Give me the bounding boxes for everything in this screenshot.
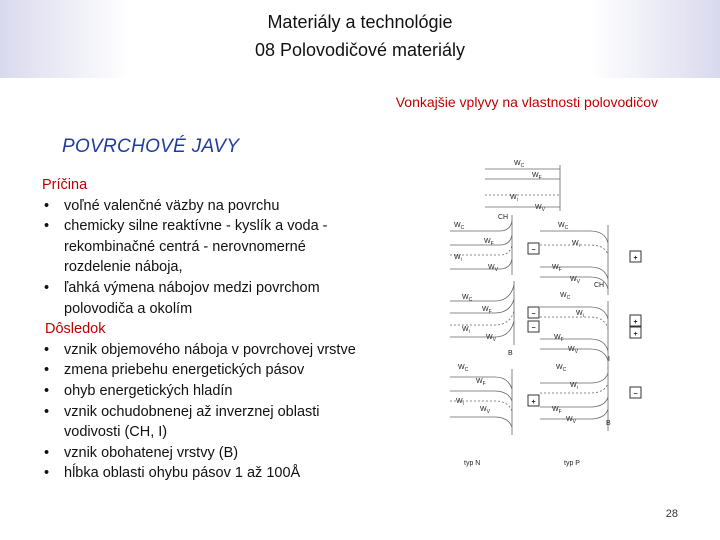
slide-subtitle: Vonkajšie vplyvy na vlastnosti polovodičov [395,94,658,110]
body-text [42,175,422,484]
bullet: • [44,279,50,296]
effect-item-4-cont: vodivosti (CH, I) [64,424,168,441]
plus-sign: + [633,255,638,262]
label-wi: $W_i$ [510,194,518,203]
slide-title-line1: Materiály a technológie [267,12,453,32]
effect-item-3: • ohyb energetických hladín [42,381,422,402]
label-wi: $W_i$ [462,326,470,335]
label-wf: $W_F$ [554,334,564,343]
slide-title-line2: 08 Polovodičové materiály [254,40,466,60]
bullet: • [44,197,50,214]
minus-sign: − [633,391,638,398]
label-wf: $W_F$ [482,306,492,315]
label-wv: $W_V$ [486,334,496,343]
cause-item-3-cont: polovodiča a okolím [64,300,193,317]
type-n-label: typ N [464,460,481,467]
effect-heading: Dôsledok [45,321,106,338]
effect-item-6: • hĺbka oblasti ohybu pásov 1 až 100Å [42,463,422,484]
label-wi: $W_i$ [454,254,462,263]
bullet: • [44,403,50,420]
label-wi: $W_i$ [570,382,578,391]
section-title: POVRCHOVÉ JAVY [62,136,240,157]
label-wv: $W_V$ [570,276,580,285]
bullet: • [44,444,50,461]
label-wc: $W_C$ [454,222,465,231]
cause-item-2: • chemicky silne reaktívne - kyslík a voda - [42,216,422,237]
label-wc: $W_C$ [558,222,569,231]
bullet: • [44,218,50,235]
bullet: • [44,382,50,399]
effect-item-2: • zmena priebehu energetických pásov [42,360,422,381]
label-wc: $W_C$ [556,364,567,373]
label-wi: $W_i$ [456,398,464,407]
label-wi: $W_i$ [576,310,584,319]
label-b: B [508,350,513,357]
label-wi: $W_i$ [572,240,580,249]
label-wc: $W_C$ [458,364,469,373]
label-i: I [608,356,610,363]
effect-item-4: • vznik ochudobnenej až inverznej oblasti [42,402,422,423]
bullet: • [44,362,50,379]
type-p-label: typ P [564,460,580,467]
label-wf: $W_F$ [476,378,486,387]
minus-sign: − [531,247,536,254]
label-wc: $W_C$ [560,292,571,301]
minus-sign: − [531,325,536,332]
charge-signs [528,243,641,406]
cause-item-3: • ľahká výmena nábojov medzi povrchom [42,278,422,299]
label-wv: $W_V$ [566,416,576,425]
bullet: • [44,341,50,358]
cause-item-1: • voľné valenčné väzby na povrchu [42,196,422,217]
cause-heading: Príčina [42,177,88,193]
effect-item-5: • vznik obohatenej vrstvy (B) [42,443,422,464]
label-ch: CH [594,282,605,289]
label-wc: $W_C$ [462,294,473,303]
label-wf: $W_F$ [484,238,494,247]
label-b: B [606,420,611,427]
label-ch: CH [498,214,509,221]
label-wf: $W_F$ [552,264,562,273]
minus-sign: − [531,311,536,318]
cause-item-2-cont: rozdelenie náboja, [64,259,183,276]
label-wf: $W_F$ [532,172,542,181]
label-wv: $W_V$ [568,346,578,355]
band-diagram [440,155,650,475]
cause-item-2-cont: rekombinačné centrá - nerovnomerné [64,238,306,255]
label-wc: $W_C$ [514,160,525,169]
label-wv: $W_V$ [488,264,498,273]
label-wf: $W_F$ [552,406,562,415]
page-number: 28 [665,508,678,520]
label-wv: $W_V$ [535,204,545,213]
effect-item-1: • vznik objemového náboja v povrchovej vrstve [42,340,422,361]
bullet: • [44,465,50,482]
label-wv: $W_V$ [480,406,490,415]
plus-sign: + [531,399,536,406]
plus-sign: + [633,319,638,326]
plus-sign: + [633,331,638,338]
